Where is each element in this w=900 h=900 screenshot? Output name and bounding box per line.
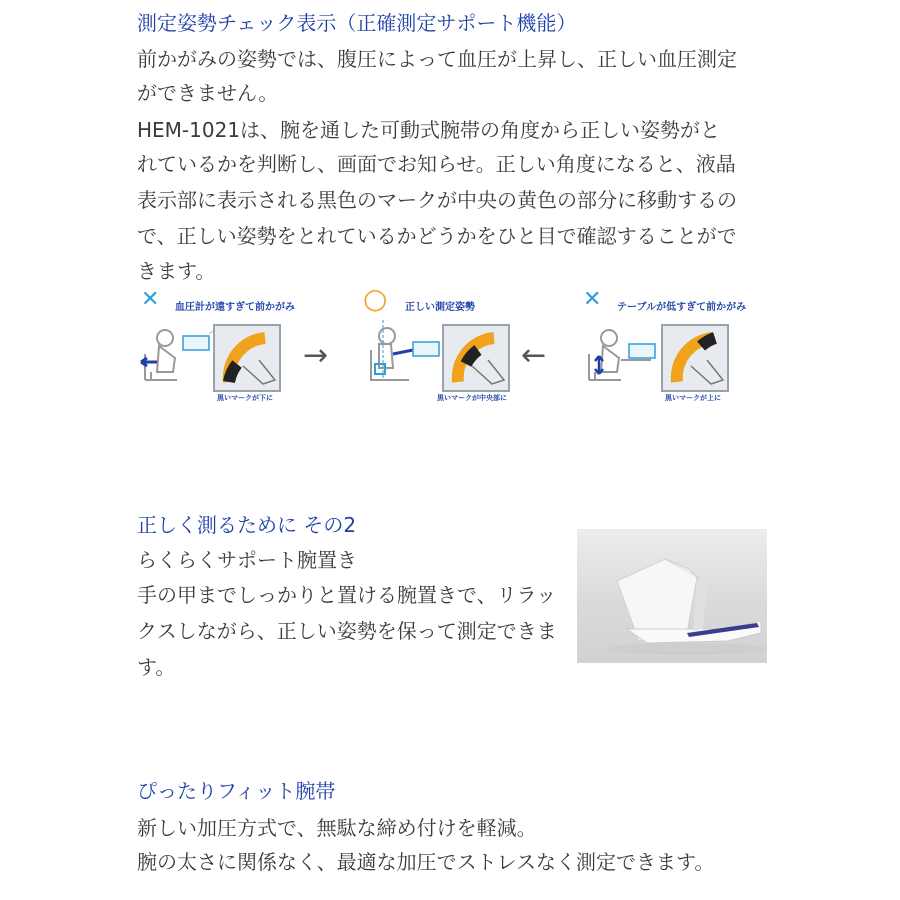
arm-rest-line: らくらくサポート腕置き <box>137 548 357 572</box>
posture-figure <box>137 282 767 406</box>
posture-check-line: HEM-1021は、腕を通した可動式腕帯の角度から正しい姿勢がと <box>137 118 721 142</box>
posture-check-line: きます。 <box>137 259 216 283</box>
posture-check-line: で、正しい姿勢をとれているかどうかをひと目で確認することがで <box>137 224 737 248</box>
arm-rest-line: クスしながら、正しい姿勢を保って測定できま <box>137 619 557 643</box>
section-heading-measure-correctly: 正しく測るために その2 <box>137 513 357 537</box>
wrong-mark-icon: ✕ <box>583 287 602 312</box>
lcd-caption-center: 黒いマークが中央部に <box>437 394 507 402</box>
posture-check-line: れているかを判断し、画面でお知らせ。正しい角度になると、液晶 <box>137 152 736 176</box>
section-heading-fit-cuff: ぴったりフィット腕帯 <box>137 779 336 803</box>
arm-rest-line: 手の甲までしっかりと置ける腕置きで、リラッ <box>137 583 557 607</box>
arm-rest-product-photo <box>577 529 767 663</box>
section-heading-posture-check: 測定姿勢チェック表示（正確測定サポート機能） <box>137 11 577 35</box>
posture-title-table-low: テーブルが低すぎて前かがみ <box>617 302 747 313</box>
fit-cuff-line: 腕の太さに関係なく、最適な加圧でストレスなく測定できます。 <box>137 850 715 874</box>
posture-title-correct: 正しい測定姿勢 <box>405 302 475 313</box>
posture-check-line: 前かがみの姿勢では、腹圧によって血圧が上昇し、正しい血圧測定 <box>137 47 737 71</box>
fit-cuff-line: 新しい加圧方式で、無駄な締め付けを軽減。 <box>137 816 537 840</box>
lcd-screen-center <box>442 324 510 392</box>
person-correct-posture-icon <box>365 320 445 386</box>
posture-title-too-far: 血圧計が遠すぎて前かがみ <box>175 302 295 313</box>
lcd-caption-low: 黒いマークが下に <box>217 394 273 402</box>
lcd-caption-high: 黒いマークが上に <box>665 394 721 402</box>
person-table-low-icon <box>581 324 661 386</box>
arm-rest-line: す。 <box>137 655 176 679</box>
person-leaning-forward-icon <box>137 324 217 386</box>
arrow-right-icon: → <box>303 338 329 373</box>
lcd-screen-high <box>661 324 729 392</box>
arrow-left-icon: ← <box>521 338 547 373</box>
lcd-screen-low <box>213 324 281 392</box>
posture-check-line: ができません。 <box>137 81 279 105</box>
posture-check-line: 表示部に表示される黒色のマークが中央の黄色の部分に移動するの <box>137 188 737 212</box>
wrong-mark-icon: ✕ <box>141 287 160 312</box>
correct-mark-icon: ○ <box>363 282 388 315</box>
